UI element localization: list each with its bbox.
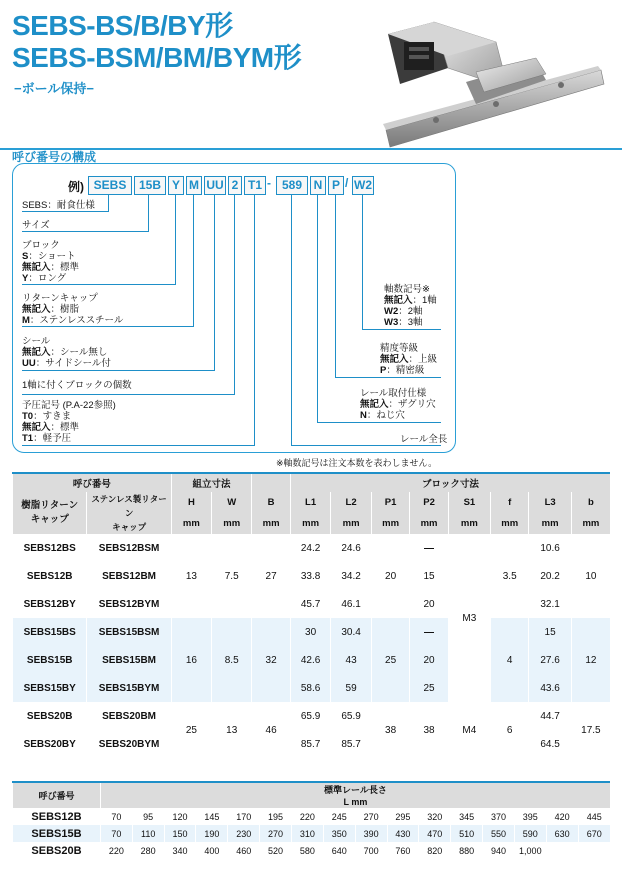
rail-length-cell xyxy=(578,842,610,859)
table-row: SEBS15BY SEBS15BYM 58.6 59 25 43.6 xyxy=(13,674,611,702)
footnote: ※軸数記号は注文本数を表わしません。 xyxy=(276,458,438,468)
rail-th-part: 呼び番号 xyxy=(13,782,101,808)
rail-length-cell: 880 xyxy=(451,842,483,859)
label-sebs: SEBS：耐食仕様 xyxy=(22,200,95,211)
label-preload-none: 無記入：標準 xyxy=(22,422,80,433)
label-cap-none: 無記入：樹脂 xyxy=(22,304,80,315)
label-seal-uu: UU：サイドシール付 xyxy=(22,358,111,369)
th-p1: P1 xyxy=(371,492,409,513)
rail-length-cell: 420 xyxy=(546,808,578,825)
rail-part-number: SEBS20B xyxy=(13,842,101,859)
code-block-count: 2 xyxy=(228,176,242,195)
th-part-number: 呼び番号 xyxy=(13,473,172,492)
example-prefix: 例) xyxy=(68,180,84,194)
table-row: SEBS15BS SEBS15BSM 16 8.5 32 30 30.4 25 — 4 15 12 xyxy=(13,618,611,646)
label-cap-title: リターンキャップ xyxy=(22,293,98,304)
label-axis-title: 軸数記号※ xyxy=(384,284,430,295)
th-block: ブロック寸法 xyxy=(290,473,610,492)
label-preload-t0: T0：すきま xyxy=(22,411,72,422)
rail-length-cell: 820 xyxy=(419,842,451,859)
rail-th-title: 標準レール長さ xyxy=(100,782,610,796)
label-preload-title: 予圧記号 (P.A-22参照) xyxy=(22,400,116,411)
rail-part-number: SEBS12B xyxy=(13,808,101,825)
rail-length-cell: 245 xyxy=(323,808,355,825)
th-b: B xyxy=(252,492,290,513)
rail-length-cell: 1,000 xyxy=(514,842,546,859)
rail-length-cell: 190 xyxy=(196,825,228,842)
code-slash: / xyxy=(345,176,349,190)
rail-length-cell: 95 xyxy=(132,808,164,825)
rail-length-cell: 700 xyxy=(355,842,387,859)
rail-length-cell: 580 xyxy=(291,842,323,859)
table-row: SEBS20B SEBS20BM 25 13 46 65.9 65.9 38 38 M4 6 44.7 17.5 xyxy=(13,702,611,730)
rail-length-cell: 230 xyxy=(228,825,260,842)
th-w: W xyxy=(212,492,252,513)
th-l3: L3 xyxy=(529,492,571,513)
rail-length-cell: 150 xyxy=(164,825,196,842)
rail-length-cell: 640 xyxy=(323,842,355,859)
rail-length-cell: 470 xyxy=(419,825,451,842)
code-preload: T1 xyxy=(244,176,266,195)
rail-length-cell: 280 xyxy=(132,842,164,859)
table-row: SEBS20BY SEBS20BYM 85.7 85.7 64.5 xyxy=(13,730,611,758)
code-size: 15B xyxy=(134,176,166,195)
label-axis-w2: W2：2軸 xyxy=(384,306,423,317)
rail-length-cell: 70 xyxy=(100,825,132,842)
label-block-s: S：ショート xyxy=(22,251,76,262)
rail-length-cell: 345 xyxy=(451,808,483,825)
label-rail-length: レール全長 xyxy=(400,434,448,445)
label-preload-t1: T1：軽予圧 xyxy=(22,433,72,444)
code-accuracy: P xyxy=(328,176,344,195)
label-block-y: Y：ロング xyxy=(22,273,67,284)
rail-length-cell xyxy=(546,842,578,859)
rail-length-cell: 520 xyxy=(260,842,292,859)
rail-length-cell: 590 xyxy=(514,825,546,842)
table-row: SEBS15B SEBS15BM 42.6 43 20 27.6 xyxy=(13,646,611,674)
table-row: SEBS12B SEBS12BM 33.8 34.2 15 20.2 xyxy=(13,562,611,590)
label-rail-mount-none: 無記入：ザグリ穴 xyxy=(360,399,436,410)
label-accuracy-title: 精度等級 xyxy=(380,343,419,354)
th-h: H xyxy=(171,492,211,513)
label-axis-none: 無記入：1軸 xyxy=(384,295,437,306)
rail-th-unit: L mm xyxy=(100,796,610,808)
code-seal: UU xyxy=(204,176,226,195)
title-line-1: SEBS-BS/B/BY形 xyxy=(12,10,233,41)
rail-length-cell: 195 xyxy=(260,808,292,825)
label-axis-w3: W3：3軸 xyxy=(384,317,423,328)
label-accuracy-p: P：精密級 xyxy=(380,365,425,376)
rail-length-cell: 170 xyxy=(228,808,260,825)
label-blocks-per-axis: 1軸に付くブロックの個数 xyxy=(22,380,132,391)
rail-row xyxy=(13,808,611,825)
rail-length-cell: 145 xyxy=(196,808,228,825)
table-row: SEBS12BY SEBS12BYM 45.7 46.1 20 32.1 xyxy=(13,590,611,618)
th-steel-cap: ステンレス製リターン キャップ xyxy=(87,492,171,534)
code-rail-mount: N xyxy=(310,176,326,195)
dimension-table: 呼び番号 組立寸法 ブロック寸法 樹脂リターン キャップ ステンレス製リターン キャップ H W B L1 L2 P1 P2 S1 f L3 b mm mm mm mm mm mm mm mm mm mm mm SEBS12BS SEBS12BSM 13 7.5 27 24.2 24.6 20 — M3 3.5 10.6 10 SEBS12B SEBS12BM 33.8 34.2 15 20.2 SEBS12BY SEBS12BYM 45.7 46.1 20 32.1 SEBS15BS SEBS15BSM 16 8.5 32 30 30.4 25 — 4 15 12 SEBS15B SEBS15BM 42.6 43 20 27.6 SEBS15BY SEBS15BYM 58.6 59 25 43.6 SEBS20B SEBS20BM 25 13 46 65.9 65.9 38 38 M4 6 44.7 17.5 SEBS20BY SEBS20BYM 85.7 85.7 64.5 xyxy=(12,472,610,758)
label-rail-mount-title: レール取付仕様 xyxy=(360,388,427,399)
th-l1: L1 xyxy=(290,492,331,513)
code-block: Y xyxy=(168,176,184,195)
rail-length-cell: 550 xyxy=(483,825,515,842)
code-cap: M xyxy=(186,176,202,195)
th-s1: S1 xyxy=(448,492,490,513)
rail-length-cell: 120 xyxy=(164,808,196,825)
rail-length-cell: 430 xyxy=(387,825,419,842)
rail-length-cell: 760 xyxy=(387,842,419,859)
rail-length-cell: 370 xyxy=(483,808,515,825)
th-p2: P2 xyxy=(410,492,448,513)
rail-length-cell: 340 xyxy=(164,842,196,859)
rail-row xyxy=(13,842,611,859)
code-sebs: SEBS xyxy=(88,176,132,195)
label-rail-mount-n: N：ねじ穴 xyxy=(360,410,405,421)
product-photo xyxy=(376,12,606,152)
rail-length-cell: 510 xyxy=(451,825,483,842)
code-axis: W2 xyxy=(352,176,374,195)
rail-length-cell: 670 xyxy=(578,825,610,842)
rail-length-cell: 445 xyxy=(578,808,610,825)
title-line-2: SEBS-BSM/BM/BYM形 xyxy=(12,42,302,73)
rail-length-cell: 320 xyxy=(419,808,451,825)
label-accuracy-none: 無記入：上級 xyxy=(380,354,438,365)
label-seal-title: シール xyxy=(22,336,51,347)
rail-length-table xyxy=(12,781,610,859)
th-l2: L2 xyxy=(331,492,372,513)
code-rail-length: 589 xyxy=(276,176,308,195)
section-title: 呼び番号の構成 xyxy=(12,150,97,164)
label-block-title: ブロック xyxy=(22,240,60,251)
rail-length-cell: 940 xyxy=(483,842,515,859)
rail-row xyxy=(13,825,611,842)
rail-length-cell: 110 xyxy=(132,825,164,842)
label-block-none: 無記入：標準 xyxy=(22,262,80,273)
rail-length-cell: 295 xyxy=(387,808,419,825)
rail-length-cell: 630 xyxy=(546,825,578,842)
rail-length-cell: 395 xyxy=(514,808,546,825)
rail-length-cell: 400 xyxy=(196,842,228,859)
rail-length-cell: 350 xyxy=(323,825,355,842)
rail-length-cell: 460 xyxy=(228,842,260,859)
page-subtitle: −ボール保持− xyxy=(14,81,94,96)
label-seal-none: 無記入：シール無し xyxy=(22,347,108,358)
label-size: サイズ xyxy=(22,220,50,231)
rail-length-cell: 390 xyxy=(355,825,387,842)
page-title xyxy=(12,10,301,74)
rail-length-cell: 220 xyxy=(291,808,323,825)
code-dash: - xyxy=(267,176,271,190)
label-cap-m: M：ステンレススチール xyxy=(22,315,124,326)
table-row: SEBS12BS SEBS12BSM 13 7.5 27 24.2 24.6 20 — M3 3.5 10.6 10 xyxy=(13,534,611,562)
th-f: f xyxy=(490,492,528,513)
rail-length-cell: 270 xyxy=(355,808,387,825)
th-resin-cap: 樹脂リターン キャップ xyxy=(13,492,87,534)
rail-part-number: SEBS15B xyxy=(13,825,101,842)
rail-length-cell: 220 xyxy=(100,842,132,859)
th-bsmall: b xyxy=(571,492,610,513)
rail-length-cell: 270 xyxy=(260,825,292,842)
rail-length-cell: 310 xyxy=(291,825,323,842)
rail-length-cell: 70 xyxy=(100,808,132,825)
th-assembly: 組立寸法 xyxy=(171,473,252,492)
